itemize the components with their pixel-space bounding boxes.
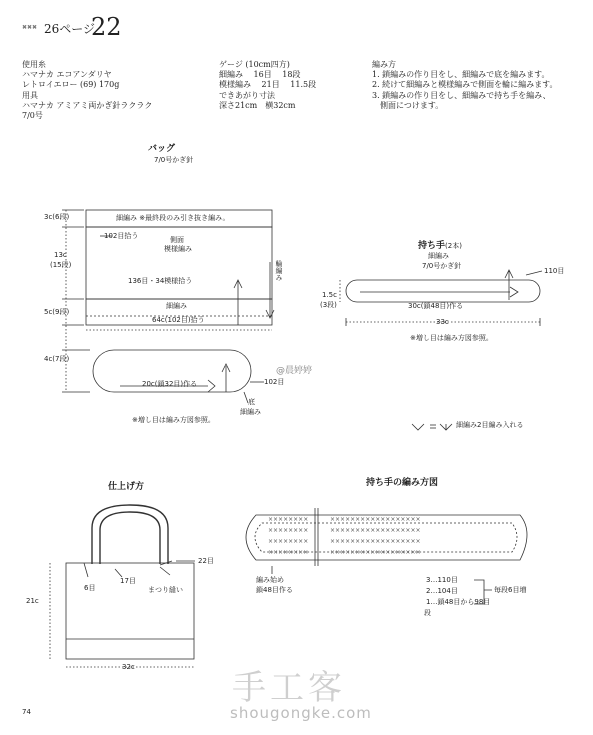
method-line: 編み方: [372, 60, 396, 69]
header-deco: ✖✖✖: [22, 24, 38, 31]
svg-text:××××××××: ××××××××: [268, 538, 309, 545]
handle-count: (2本): [445, 242, 462, 250]
svg-text:××××××××××××××××××: ××××××××××××××××××: [330, 538, 421, 545]
bag-dim-base: 4c(7段): [44, 355, 70, 363]
svg-text:××××××××××××××××××: ××××××××××××××××××: [330, 516, 421, 523]
handle-height-dim: 1.5c: [322, 291, 337, 299]
bag-pickup-label: 102目拾う: [104, 232, 139, 240]
finish-title: 仕上げ方: [108, 482, 145, 492]
bag-bottom-stitch-label: 細編み: [240, 408, 261, 416]
bag-102-label: 102目: [264, 378, 285, 386]
page-number: 74: [22, 708, 31, 716]
pattern-number: 22: [91, 13, 122, 41]
handle-title: [418, 241, 462, 251]
handle-length-dim: 33c: [436, 318, 449, 326]
materials-line: ハマナカ エコアンダリヤ: [22, 70, 112, 80]
handle-height-rows: (3段): [320, 301, 337, 309]
bag-note: ※増し目は編み方図参照。: [132, 416, 215, 424]
chart-dan-label: 段: [424, 609, 431, 617]
bag-pattern-label: 模様編み: [164, 245, 192, 253]
gauge-line: 細編み 16目 18段: [219, 70, 301, 80]
materials-line: 用具: [22, 90, 38, 100]
svg-text:××××××××: ××××××××: [268, 527, 309, 534]
chart-row-3: 3…110目: [426, 576, 458, 584]
materials-line: 7/0号: [22, 111, 43, 121]
bag-dim-mid-rows: (15段): [50, 261, 72, 269]
finish-22-label: 22目: [198, 557, 214, 565]
gauge-line: 深さ21cm 横32cm: [219, 100, 296, 110]
method-line: 1. 鎖編みの作り目をし、細編みで底を編みます。: [372, 70, 550, 80]
bag-side-label: 側面: [170, 236, 184, 244]
watermark-logo: 手工客: [232, 668, 346, 708]
bag-bottom-label: 底: [248, 398, 255, 406]
bag-title: バッグ: [148, 144, 176, 154]
method-line: 2. 続けて細編みと模様編みで側面を輪に編みます。: [372, 80, 558, 90]
page-reference: 26ページ: [44, 22, 96, 36]
bag-136-label: 136目・34模様拾う: [128, 277, 193, 285]
svg-text:××××××××××××××××××: ××××××××××××××××××: [330, 549, 421, 556]
materials-line: レトロイエロー (69) 170g: [22, 80, 120, 90]
chart-start-label: 編み始め: [256, 576, 284, 584]
finish-6-label: 6目: [84, 584, 96, 592]
chart-start-chain-label: 鎖48目作る: [256, 586, 293, 594]
handle-stitch: 細編み: [428, 252, 449, 260]
finish-17-label: 17目: [120, 577, 136, 585]
finish-sew-label: まつり縫い: [148, 586, 183, 594]
svg-text:××××××××××××××××××: ××××××××××××××××××: [330, 527, 421, 534]
gauge-line: できあがり寸法: [219, 90, 275, 100]
chart-row-2: 2…104目: [426, 587, 458, 595]
chart-row-1: 1…鎖48目から98目: [426, 598, 491, 606]
watermark-url: shougongke.com: [230, 704, 372, 722]
finished-bag-handle: [92, 505, 168, 564]
gauge-line: ゲージ (10cm四方): [219, 60, 290, 69]
bag-dim-low: 5c(9段): [44, 308, 70, 316]
svg-text:××××××××: ××××××××: [268, 549, 309, 556]
handle-note: ※増し目は編み方図参照。: [410, 334, 493, 342]
handle-title-text: 持ち手: [418, 241, 446, 251]
bag-width-label: 64c(102目)拾う: [152, 316, 205, 324]
method-line: 3. 鎖編みの作り目をし、細編みで持ち手を編み、: [372, 90, 551, 100]
materials-line: ハマナカ アミアミ両かぎ針ラクラク: [22, 100, 153, 110]
credit-watermark: @晨婷婷: [276, 366, 313, 376]
gauge-line: 模様編み 21目 11.5段: [219, 80, 317, 90]
bag-ring-label: 輪編み: [275, 260, 283, 281]
bag-dim-top: 3c(6段): [44, 213, 70, 221]
method-line: 側面につけます。: [372, 100, 444, 110]
bag-hook: 7/0号かぎ針: [154, 156, 194, 164]
chart-increase-label: 毎段6目増: [494, 586, 527, 594]
bag-mid-row-label: 細編み: [166, 302, 187, 310]
svg-text:××××××××: ××××××××: [268, 516, 309, 523]
materials-line: 使用糸: [22, 60, 46, 69]
finish-height-dim: 21c: [26, 597, 39, 605]
legend-text: 細編み2目編み入れる: [456, 421, 524, 429]
finish-width-dim: 32c: [122, 663, 135, 671]
bag-dim-mid: 13c: [54, 251, 67, 259]
bag-base-chain-label: 20c(鎖32目)作る: [142, 380, 198, 388]
chart-stitch-marks: [268, 516, 421, 556]
handle-110-label: 110目: [544, 267, 565, 275]
handle-hook: 7/0号かぎ針: [422, 262, 462, 270]
bag-top-row-label: 細編み ※最終段のみ引き抜き編み。: [116, 214, 230, 222]
handle-oval: [346, 280, 540, 302]
handle-chain-label: 30c(鎖48目)作る: [408, 302, 464, 310]
chart-title: 持ち手の編み方図: [366, 478, 439, 488]
